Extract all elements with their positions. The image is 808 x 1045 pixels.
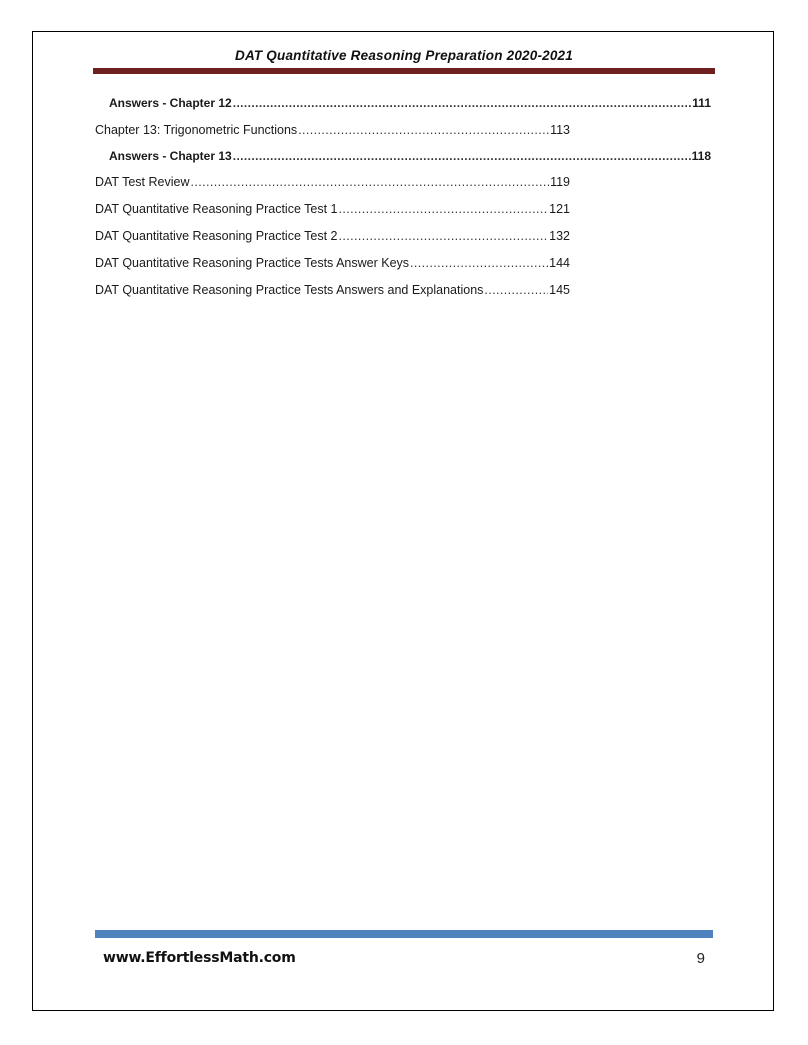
toc-dot-leader: [233, 149, 691, 163]
page-header-title: DAT Quantitative Reasoning Preparation 2020-2021: [235, 48, 573, 63]
toc-entry-label: Chapter 13: Trigonometric Functions: [95, 123, 298, 137]
toc-entry-practice-test-2[interactable]: [95, 229, 570, 243]
toc-dot-leader: [190, 175, 549, 189]
toc-entry-answer-keys[interactable]: [95, 256, 570, 270]
toc-entry-dat-test-review[interactable]: [95, 175, 570, 189]
toc-entry-chapter-13[interactable]: [95, 123, 570, 137]
toc-entry-label: DAT Quantitative Reasoning Practice Test 1: [95, 202, 338, 216]
toc-page-number: 145: [549, 283, 570, 297]
toc-dot-leader: [484, 283, 548, 297]
toc-page-number: 144: [549, 256, 570, 270]
toc-dot-leader: [298, 123, 549, 137]
toc-page-number: 121: [549, 202, 570, 216]
toc-entry-label: DAT Quantitative Reasoning Practice Tests Answers and Explanations: [95, 283, 484, 297]
toc-entry-answers-and-explanations[interactable]: [95, 283, 570, 297]
toc-dot-leader: [339, 229, 549, 243]
toc-entry-answers-chapter-13[interactable]: [109, 149, 711, 163]
toc-entry-label: DAT Quantitative Reasoning Practice Test 2: [95, 229, 338, 243]
footer-divider: [95, 930, 713, 938]
toc-page-number: 113: [550, 123, 570, 137]
footer-page-number: 9: [696, 950, 705, 967]
toc-dot-leader: [339, 202, 549, 216]
toc-entry-label: DAT Quantitative Reasoning Practice Tests Answer Keys: [95, 256, 410, 270]
toc-page-number: 111: [692, 96, 711, 110]
header-divider: [93, 68, 715, 74]
toc-entry-label: Answers - Chapter 13: [109, 149, 232, 163]
toc-entry-answers-chapter-12[interactable]: [109, 96, 711, 110]
toc-entry-label: DAT Test Review: [95, 175, 190, 189]
toc-page-number: 119: [550, 175, 570, 189]
footer-website-link[interactable]: www.EffortlessMath.com: [103, 950, 296, 966]
toc-dot-leader: [233, 96, 692, 110]
toc-dot-leader: [410, 256, 548, 270]
toc-entry-practice-test-1[interactable]: [95, 202, 570, 216]
toc-entry-label: Answers - Chapter 12: [109, 96, 232, 110]
toc-page-number: 132: [549, 229, 570, 243]
toc-page-number: 118: [691, 149, 711, 163]
